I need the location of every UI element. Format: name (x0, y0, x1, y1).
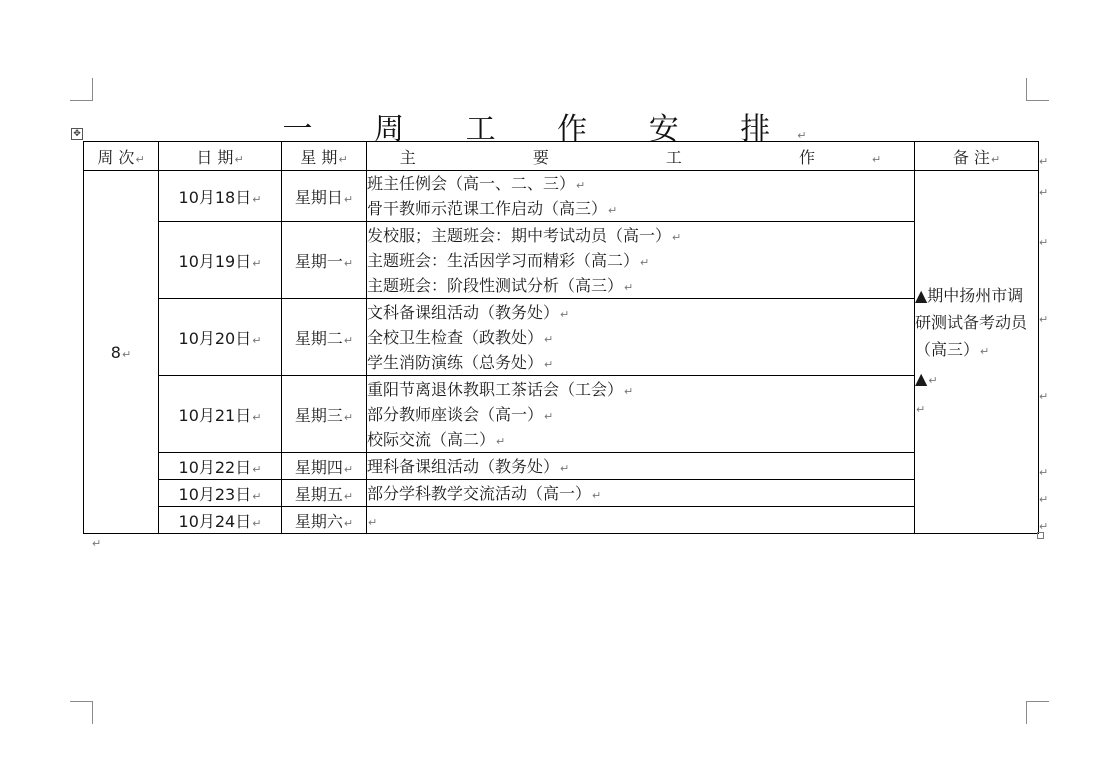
table-move-handle-icon[interactable]: ✥ (71, 128, 83, 140)
work-cell: 文科备课组活动（教务处）↵ 全校卫生检查（政教处）↵ 学生消防演练（总务处）↵ (367, 299, 915, 376)
date-cell: 10月20日↵ (159, 299, 282, 376)
row-end-mark: ↵ (1039, 520, 1049, 533)
row-end-mark: ↵ (1039, 186, 1049, 199)
date-cell: 10月24日↵ (159, 507, 282, 534)
page-corner-bottom-left (70, 701, 93, 724)
weekday-cell: 星期日↵ (282, 171, 367, 222)
date-cell: 10月22日↵ (159, 453, 282, 480)
weekday-cell: 星期二↵ (282, 299, 367, 376)
work-cell: 班主任例会（高一、二、三）↵ 骨干教师示范课工作启动（高三）↵ (367, 171, 915, 222)
date-cell: 10月23日↵ (159, 480, 282, 507)
table-row (84, 171, 1039, 222)
work-cell: 理科备课组活动（教务处）↵ (367, 453, 915, 480)
header-work: 主 要 工 作↵ (367, 142, 915, 171)
table-resize-handle[interactable] (1037, 532, 1044, 539)
work-cell: 部分学科教学交流活动（高一）↵ (367, 480, 915, 507)
date-cell: 10月21日↵ (159, 376, 282, 453)
work-cell: 重阳节离退休教职工茶话会（工会）↵ 部分教师座谈会（高一）↵ 校际交流（高二）↵ (367, 376, 915, 453)
work-cell: ↵ (367, 507, 915, 534)
paragraph-mark: ↵ (92, 537, 102, 550)
table-row (84, 453, 1039, 480)
row-end-mark: ↵ (1039, 466, 1049, 479)
page-corner-bottom-right (1026, 701, 1049, 724)
weekday-cell: 星期六↵ (282, 507, 367, 534)
table-row (84, 480, 1039, 507)
date-cell: 10月18日↵ (159, 171, 282, 222)
remark-cell: ▲期中扬州市调研测试备考动员（高三）↵ ▲↵ ↵ (915, 171, 1039, 534)
row-end-mark: ↵ (1039, 236, 1049, 249)
table-row (84, 507, 1039, 534)
table-row (84, 299, 1039, 376)
header-weekday: 星 期↵ (282, 142, 367, 171)
header-date: 日 期↵ (159, 142, 282, 171)
row-end-mark: ↵ (1039, 313, 1049, 326)
row-end-mark: ↵ (1039, 390, 1049, 403)
weekday-cell: 星期三↵ (282, 376, 367, 453)
date-cell: 10月19日↵ (159, 222, 282, 299)
header-week: 周 次↵ (84, 142, 159, 171)
page-corner-top-left (70, 78, 93, 101)
weekday-cell: 星期五↵ (282, 480, 367, 507)
table-row (84, 222, 1039, 299)
row-end-mark: ↵ (1039, 493, 1049, 506)
schedule-table (83, 141, 1039, 534)
weekday-cell: 星期一↵ (282, 222, 367, 299)
page-corner-top-right (1026, 78, 1049, 101)
table-header-row (84, 142, 1039, 171)
table-row (84, 376, 1039, 453)
header-remark: 备 注↵ (915, 142, 1039, 171)
work-cell: 发校服；主题班会：期中考试动员（高一）↵ 主题班会：生活因学习而精彩（高二）↵ 主题班会：阶段性测试分析（高三）↵ (367, 222, 915, 299)
row-end-mark: ↵ (1039, 155, 1049, 168)
week-number-cell: 8↵ (84, 171, 159, 534)
weekday-cell: 星期四↵ (282, 453, 367, 480)
document-title: 一 周 工 作 安 排↵ (282, 112, 833, 147)
